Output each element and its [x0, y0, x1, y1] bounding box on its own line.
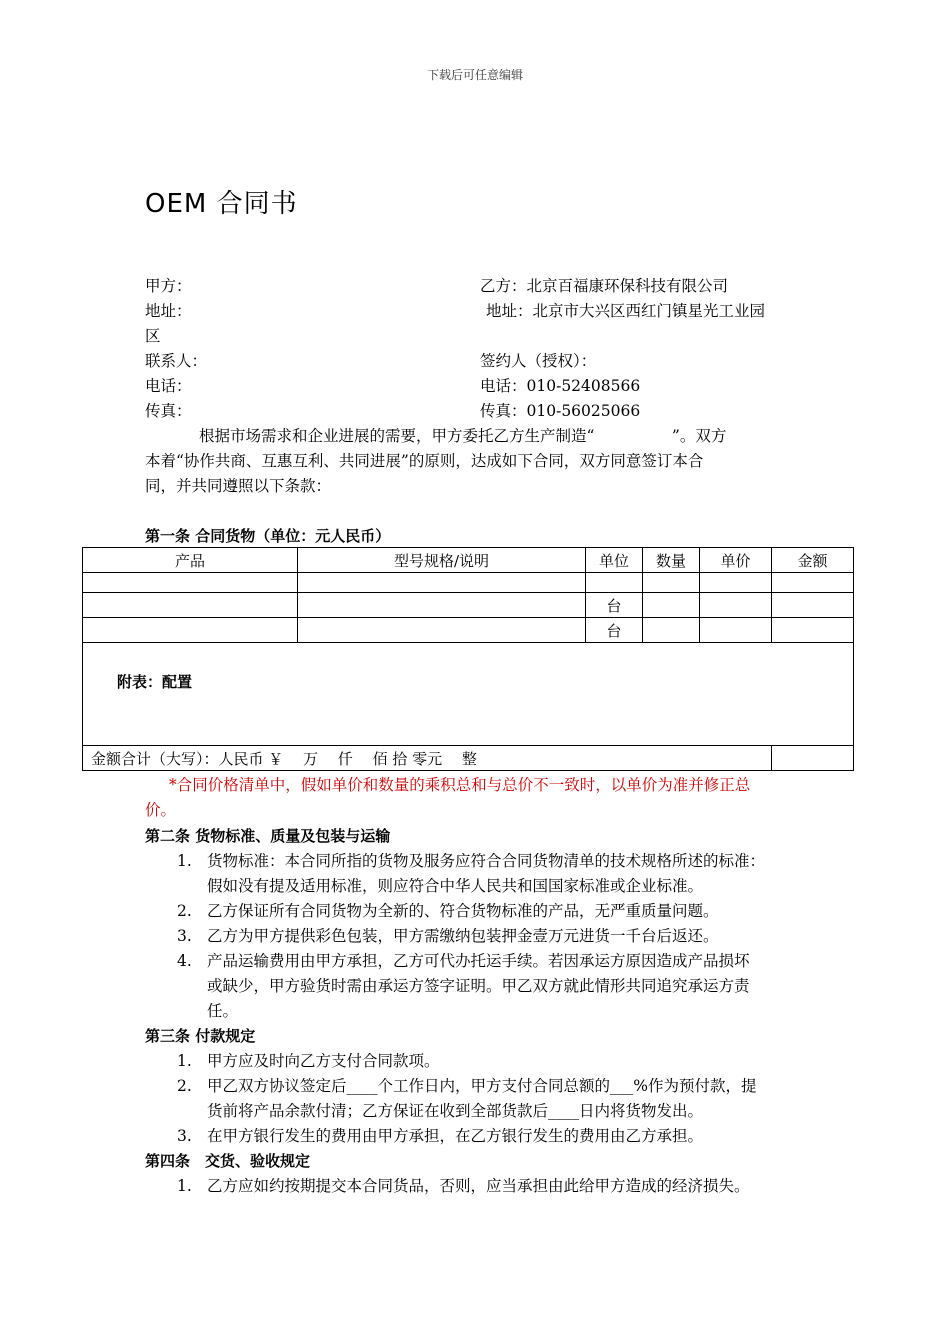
party-a-fax: 传真： — [145, 402, 192, 420]
list-item-text: 货前将产品余款付清；乙方保证在收到全部货款后____日内将货物发出。 — [207, 1102, 704, 1120]
party-a-label: 甲方： — [145, 277, 192, 295]
table-cell — [700, 593, 772, 618]
page-header: 下载后可任意编辑 — [426, 68, 523, 82]
article-3-heading: 第三条 付款规定 — [145, 1027, 256, 1045]
list-item-text: 或缺少，甲方验货时需由承运方签字证明。甲乙双方就此情形共同追究承运方责 — [207, 977, 750, 995]
table-cell — [298, 573, 586, 593]
list-item-number: 3. — [177, 927, 192, 945]
table-cell — [700, 573, 772, 593]
article-1-heading: 第一条 合同货物（单位：元人民币） — [145, 527, 391, 545]
article-4-heading: 第四条 交货、验收规定 — [145, 1152, 311, 1170]
party-b-phone: 电话：010-52408566 — [480, 377, 641, 395]
party-b-address: 地址：北京市大兴区西红门镇星光工业园 — [486, 302, 766, 320]
table-cell — [700, 618, 772, 643]
table-cell: 台 — [586, 593, 643, 618]
column-header: 产品 — [83, 548, 298, 573]
annex-label: 附表：配置 — [117, 673, 193, 691]
column-header: 单位 — [586, 548, 643, 573]
column-header: 数量 — [643, 548, 700, 573]
table-cell — [772, 593, 854, 618]
party-b-fax: 传真：010-56025066 — [480, 402, 641, 420]
list-item-text: 甲方应及时向乙方支付合同款项。 — [207, 1052, 440, 1070]
list-item-text: 假如没有提及适用标准，则应符合中华人民共和国国家标准或企业标准。 — [207, 877, 704, 895]
party-a-phone: 电话： — [145, 377, 192, 395]
list-item-text: 乙方应如约按期提交本合同货品，否则，应当承担由此给甲方造成的经济损失。 — [207, 1177, 750, 1195]
party-a-address: 地址： — [145, 302, 192, 320]
total-amount-value — [772, 746, 854, 771]
table-cell — [772, 618, 854, 643]
table-cell — [586, 573, 643, 593]
table-cell — [83, 573, 298, 593]
table-cell — [298, 618, 586, 643]
table-cell — [83, 593, 298, 618]
list-item-text: 任。 — [207, 1002, 239, 1020]
list-item-text: 产品运输费用由甲方承担，乙方可代办托运手续。若因承运方原因造成产品损坏 — [207, 952, 750, 970]
intro-line: 根据市场需求和企业进展的需要，甲方委托乙方生产制造“ ”。双方 — [199, 427, 727, 445]
party-b-signer: 签约人（授权）： — [480, 352, 597, 370]
list-item-number: 2. — [177, 1077, 192, 1095]
table-row — [83, 573, 854, 593]
list-item-number: 4. — [177, 952, 192, 970]
intro-line: 同，并共同遵照以下条款： — [145, 477, 332, 495]
list-item-text: 乙方保证所有合同货物为全新的、符合货物标准的产品，无严重质量问题。 — [207, 902, 719, 920]
table-cell — [772, 573, 854, 593]
list-item-number: 1. — [177, 852, 192, 870]
list-item-number: 1. — [177, 1052, 192, 1070]
table-cell — [643, 593, 700, 618]
table-cell: 台 — [586, 618, 643, 643]
total-row — [83, 746, 854, 771]
price-note: *合同价格清单中，假如单价和数量的乘积总和与总价不一致时，以单价为准并修正总 — [169, 776, 751, 794]
list-item-number: 3. — [177, 1127, 192, 1145]
list-item-number: 1. — [177, 1177, 192, 1195]
list-item-text: 在甲方银行发生的费用由甲方承担，在乙方银行发生的费用由乙方承担。 — [207, 1127, 704, 1145]
intro-line: 本着“协作共商、互惠互利、共同进展”的原则，达成如下合同，双方同意签订本合 — [145, 452, 704, 470]
party-b-address-cont: 区 — [145, 327, 161, 345]
list-item-number: 2. — [177, 902, 192, 920]
table-row — [83, 618, 854, 643]
table-cell — [643, 573, 700, 593]
document-title: OEM 合同书 — [145, 189, 298, 219]
annex-row — [83, 643, 854, 746]
total-amount-words: 金额合计（大写）：人民币 ￥ 万 仟 佰 拾 零元 整 — [83, 746, 772, 771]
column-header: 单价 — [700, 548, 772, 573]
table-header-row — [83, 548, 854, 573]
column-header: 金额 — [772, 548, 854, 573]
column-header: 型号规格/说明 — [298, 548, 586, 573]
article-2-heading: 第二条 货物标准、质量及包装与运输 — [145, 827, 391, 845]
price-note-cont: 价。 — [145, 801, 177, 819]
party-b-name: 乙方：北京百福康环保科技有限公司 — [480, 277, 729, 295]
list-item-text: 乙方为甲方提供彩色包装，甲方需缴纳包装押金壹万元进货一千台后返还。 — [207, 927, 719, 945]
table-row — [83, 593, 854, 618]
table-cell — [298, 593, 586, 618]
party-a-contact: 联系人： — [145, 352, 208, 370]
goods-table — [82, 547, 854, 771]
annex-cell — [83, 643, 854, 746]
list-item-text: 货物标准：本合同所指的货物及服务应符合合同货物清单的技术规格所述的标准： — [207, 852, 766, 870]
table-cell — [83, 618, 298, 643]
table-cell — [643, 618, 700, 643]
list-item-text: 甲乙双方协议签定后____个工作日内，甲方支付合同总额的___%作为预付款，提 — [207, 1077, 757, 1095]
